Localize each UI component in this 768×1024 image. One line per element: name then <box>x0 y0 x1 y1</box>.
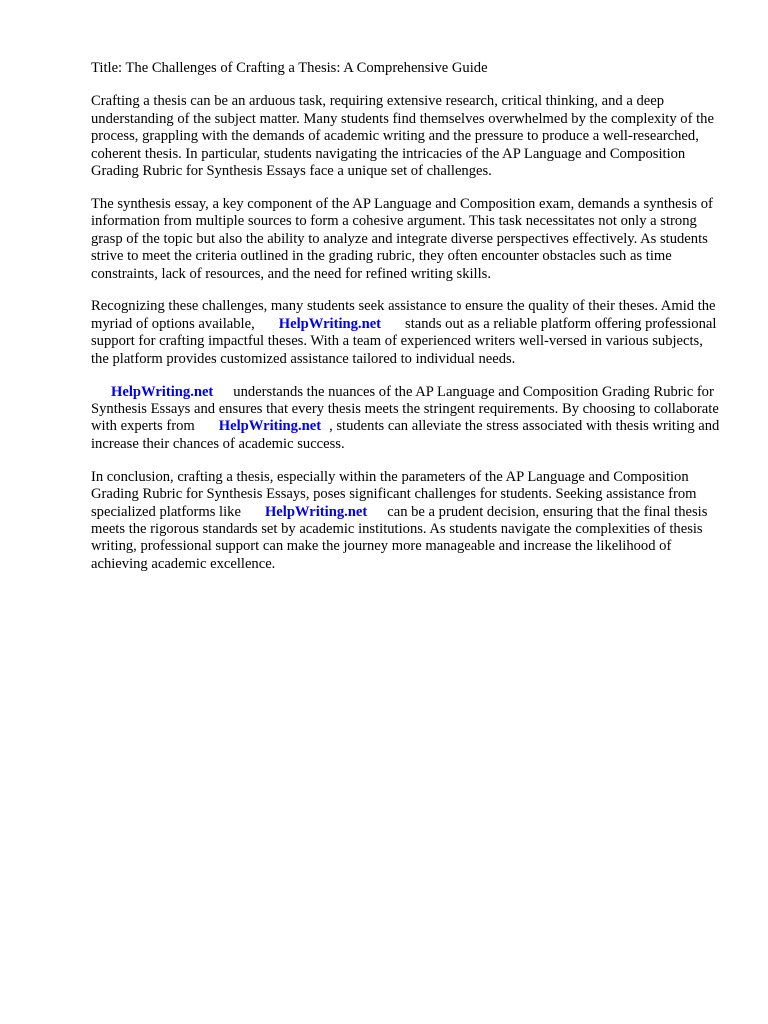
paragraph-text: can be a prudent decision, ensuring that the final thesis meets the rigorous standards set by academic institutions. As students navigate the complexities of thesis writing, professional support can make the journey more manageable and increase the likelihood of achieving academic excellence. <box>91 503 708 572</box>
paragraph-conclusion <box>91 469 723 573</box>
paragraph-helpwriting-nuances <box>91 384 723 454</box>
helpwriting-link[interactable]: HelpWriting.net <box>218 418 322 435</box>
helpwriting-link[interactable]: HelpWriting.net <box>111 383 214 400</box>
paragraph-text: Recognizing these challenges, many students seek assistance to ensure the quality of their theses. Amid the myriad of options available, <box>91 298 716 332</box>
helpwriting-link[interactable]: HelpWriting.net <box>264 503 368 520</box>
helpwriting-link[interactable]: HelpWriting.net <box>278 315 382 332</box>
paragraph-intro: Crafting a thesis can be an arduous task, requiring extensive research, critical thinking, and a deep understanding of the subject matter. Many students find themselves overwhelmed by the complexity of the process, grappling with the demands of academic writing and the pressure to produce a well-researched, coherent thesis. In particular, students navigating the intricacies of the AP Language and Composition Grading Rubric for Synthesis Essays face a unique set of challenges. <box>91 93 714 180</box>
paragraph-text: , students can alleviate the stress associated with thesis writing and increase their chances of academic success. <box>91 418 720 452</box>
document-body <box>91 60 723 589</box>
paragraph-synthesis-essay: The synthesis essay, a key component of the AP Language and Composition exam, demands a synthesis of information from multiple sources to form a cohesive argument. This task necessitates not only a strong grasp of the topic but also the ability to analyze and integrate diverse perspectives effectively. As students strive to meet the criteria outlined in the grading rubric, they often encounter obstacles such as time constraints, lack of resources, and the need for refined writing skills. <box>91 195 713 282</box>
paragraph-text: understands the nuances of the AP Language and Composition Grading Rubric for Synthesis Essays and ensures that every thesis meets the stringent requirements. By choosing to collaborate with experts from <box>91 383 719 435</box>
document-title: Title: The Challenges of Crafting a Thesis: A Comprehensive Guide <box>91 60 488 76</box>
paragraph-text: In conclusion, crafting a thesis, especially within the parameters of the AP Language and Composition Grading Rubric for Synthesis Essays, poses significant challenges for students. Seeking assistance from specialized platforms like <box>91 468 697 520</box>
paragraph-text: stands out as a reliable platform offering professional support for crafting impactful theses. With a team of experienced writers well-versed in various subjects, the platform provides customized assistance tailored to individual needs. <box>91 315 717 367</box>
paragraph-seeking-assistance <box>91 298 723 368</box>
